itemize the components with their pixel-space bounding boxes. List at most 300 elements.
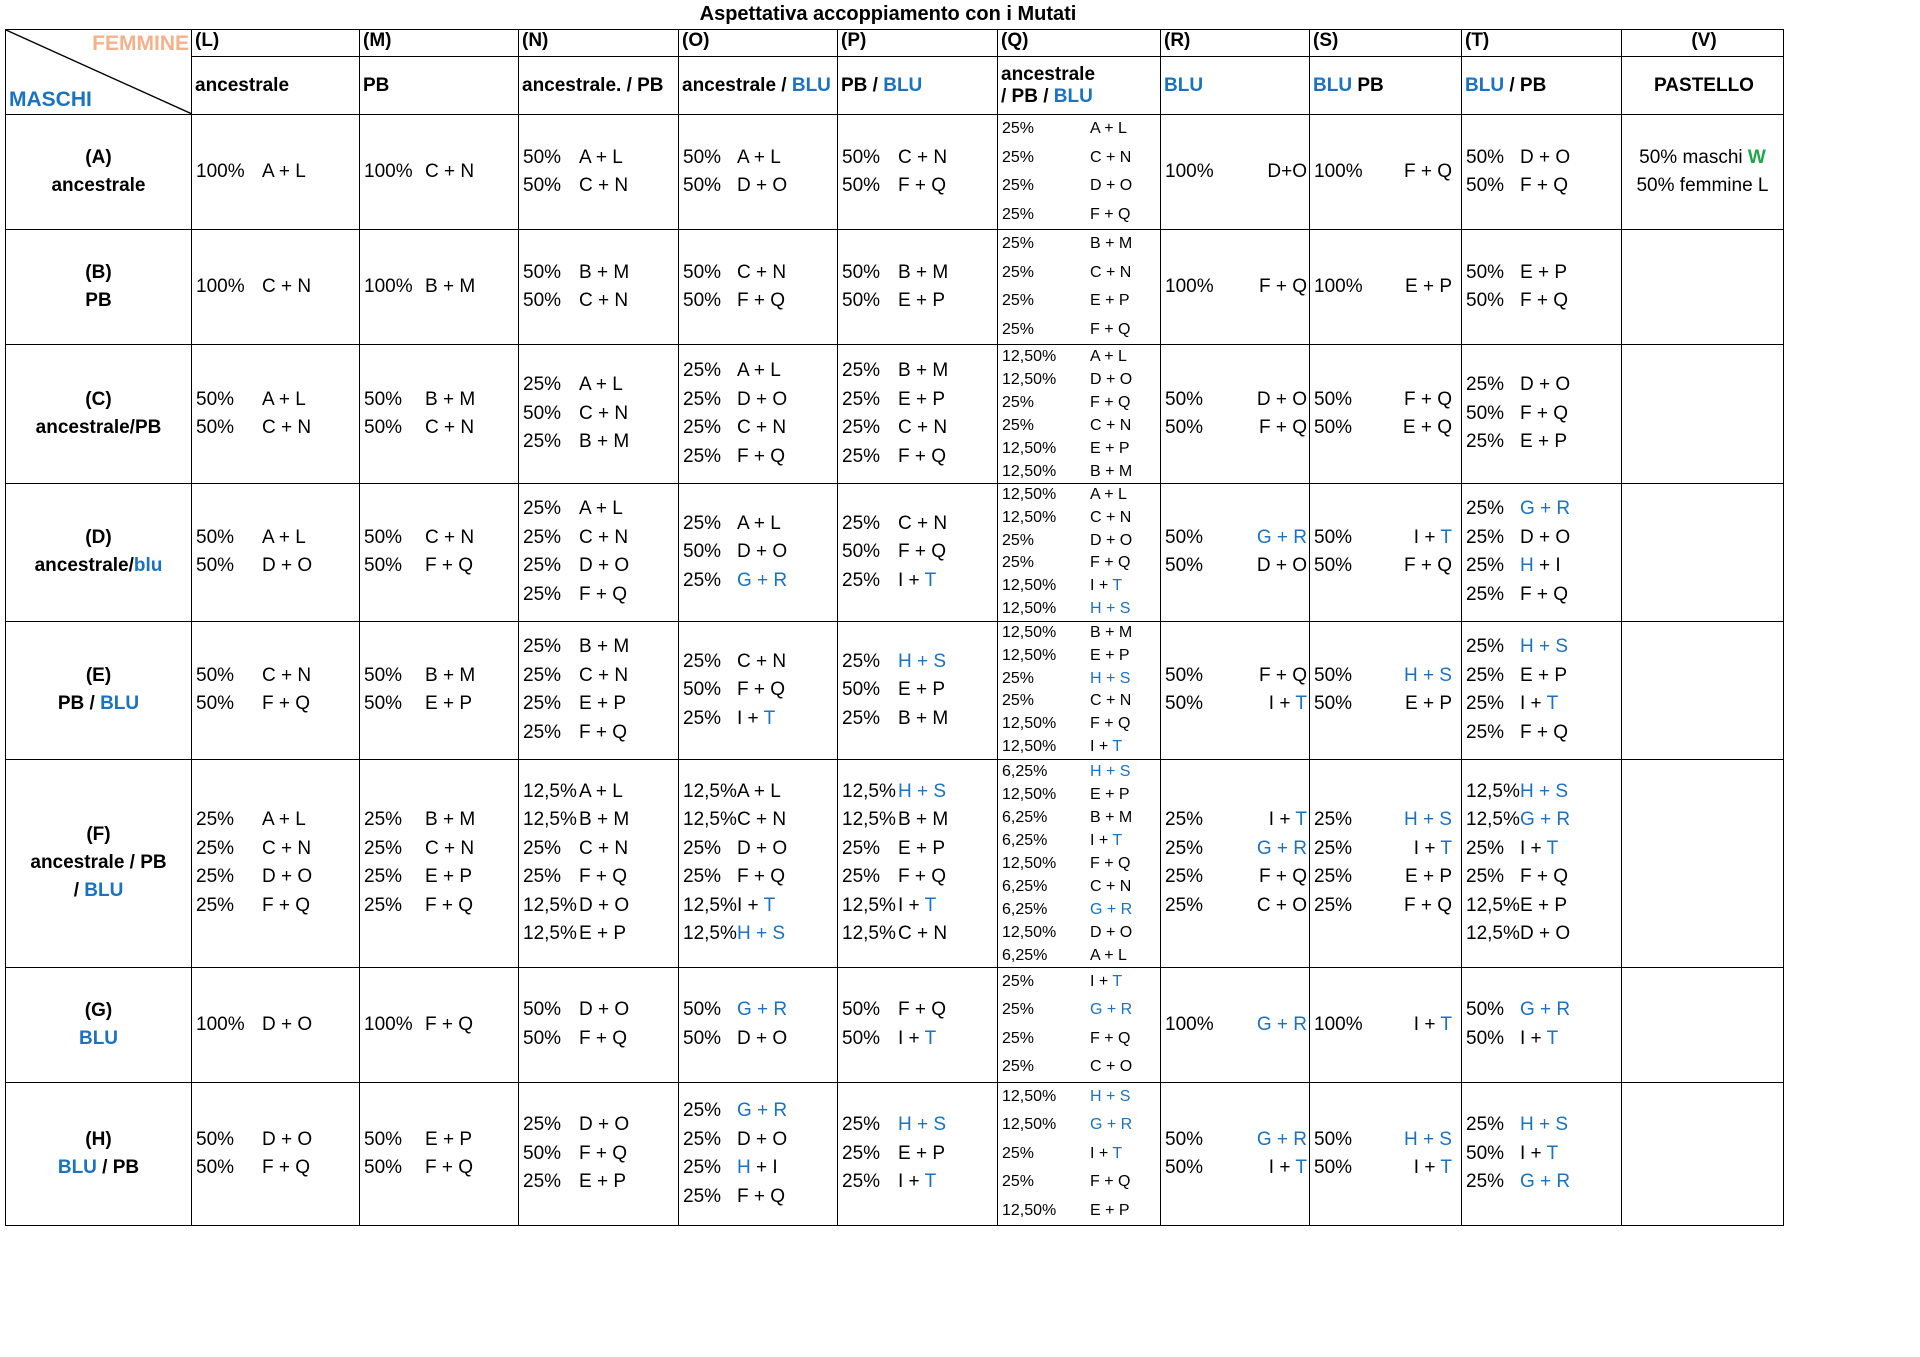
pair-value: F + Q xyxy=(1090,205,1131,223)
label-part: PASTELLO xyxy=(1654,74,1754,96)
list-item xyxy=(1466,920,1621,949)
label-part: / PB / xyxy=(1001,85,1054,107)
pair-percent: 25% xyxy=(842,1171,881,1193)
list-item xyxy=(1002,1168,1160,1197)
list-item xyxy=(523,806,678,835)
pair-value: C + N xyxy=(737,261,787,283)
list-item xyxy=(196,158,359,187)
pair-percent: 50% xyxy=(196,693,235,715)
list-item xyxy=(1314,892,1461,921)
pair-value: F + Q xyxy=(1403,555,1452,577)
list-item xyxy=(1466,690,1621,719)
list-item xyxy=(523,1025,678,1054)
pair-percent: 25% xyxy=(683,1157,722,1179)
cell-f-v xyxy=(1622,759,1784,967)
pair-percent: 50% xyxy=(1165,526,1204,548)
pair-value: H + I xyxy=(1520,555,1561,577)
pair-value: C + N xyxy=(425,526,475,548)
pair-percent: 12,50% xyxy=(1002,623,1057,641)
list-item xyxy=(1165,524,1309,553)
label-part: BLU xyxy=(1164,74,1204,96)
list-item xyxy=(523,371,678,400)
list-item xyxy=(842,1025,997,1054)
pair-percent: 50% xyxy=(842,175,881,196)
label-part: BLU xyxy=(1053,85,1093,107)
pair-percent: 50% xyxy=(1314,417,1353,438)
pair-percent: 50% xyxy=(1314,555,1353,577)
pair-percent: 25% xyxy=(1466,583,1505,605)
pair-percent: 50% xyxy=(842,146,881,168)
pair-value: C + N xyxy=(262,837,312,859)
list-item xyxy=(523,552,678,581)
pair-percent: 100% xyxy=(1314,1013,1363,1035)
pair-percent: 100% xyxy=(364,160,413,182)
pair-value: H + I xyxy=(737,1157,778,1179)
pair-percent: 25% xyxy=(523,555,562,577)
list-item xyxy=(842,778,997,807)
list-item xyxy=(523,259,678,288)
list-item xyxy=(683,443,837,472)
pair-percent: 50% xyxy=(364,555,403,577)
column-name-p xyxy=(838,57,998,115)
pair-value: G + R xyxy=(1520,1171,1571,1193)
pair-percent: 50% xyxy=(364,388,403,410)
pair-value: B + M xyxy=(898,261,949,283)
table-row xyxy=(6,967,1784,1082)
cell-c-m xyxy=(360,345,519,484)
list-item xyxy=(1466,863,1621,892)
list-item xyxy=(1002,760,1160,783)
cell-g-p xyxy=(838,967,998,1082)
pair-value: H + S xyxy=(1090,762,1131,780)
pair-value: E + P xyxy=(1520,894,1567,916)
pair-percent: 25% xyxy=(1002,177,1035,194)
pair-percent: 25% xyxy=(842,360,881,381)
list-item xyxy=(683,778,837,807)
pair-value: C + N xyxy=(579,526,629,548)
list-item xyxy=(364,835,518,864)
pair-value: C + N xyxy=(425,160,475,182)
cell-d-t xyxy=(1462,484,1622,622)
pair-percent: 50% xyxy=(842,290,881,311)
list-item xyxy=(842,144,997,173)
pair-value: C + N xyxy=(898,417,948,438)
row-code: (F) xyxy=(86,824,111,846)
pair-percent: 50% xyxy=(683,1027,722,1049)
pair-value: A + L xyxy=(737,780,781,802)
pair-percent: 25% xyxy=(1466,693,1505,715)
pair-percent: 12,50% xyxy=(1002,440,1057,457)
pair-value: F + Q xyxy=(579,866,628,888)
pair-value: F + Q xyxy=(579,1027,628,1049)
list-item xyxy=(523,662,678,691)
cell-a-t xyxy=(1462,115,1622,230)
list-item xyxy=(1002,484,1160,507)
pair-value: D + O xyxy=(1520,526,1571,548)
pair-percent: 25% xyxy=(1466,1114,1505,1136)
column-code-p: (P) xyxy=(838,30,998,57)
pair-percent: 50% xyxy=(1165,417,1204,438)
row-code: (D) xyxy=(85,527,112,549)
pair-value: C + N xyxy=(898,146,948,168)
pair-value: F + Q xyxy=(1258,417,1307,438)
list-item xyxy=(1466,259,1621,288)
pair-value: G + R xyxy=(1520,999,1571,1021)
list-item xyxy=(364,524,518,553)
pair-percent: 12,50% xyxy=(1002,785,1057,803)
pair-percent: 50% xyxy=(196,417,235,438)
list-item xyxy=(683,806,837,835)
cell-h-m xyxy=(360,1082,519,1226)
pair-percent: 25% xyxy=(842,1142,881,1164)
pair-value: E + P xyxy=(1090,785,1130,803)
pair-percent: 25% xyxy=(523,721,562,743)
pair-value: G + R xyxy=(1090,900,1133,918)
pair-percent: 12,5% xyxy=(523,809,577,831)
pair-value: I + T xyxy=(1090,831,1123,849)
cell-d-q xyxy=(998,484,1161,622)
pair-percent: 25% xyxy=(1002,972,1035,990)
column-name-o xyxy=(679,57,838,115)
list-item xyxy=(1466,144,1621,173)
list-item xyxy=(842,357,997,386)
row-name xyxy=(6,690,191,718)
cell-a-o xyxy=(679,115,838,230)
males-label: MASCHI xyxy=(9,88,92,111)
pair-percent: 12,5% xyxy=(523,894,577,916)
column-code-o: (O) xyxy=(679,30,838,57)
cell-d-m xyxy=(360,484,519,622)
column-code-v: (V) xyxy=(1622,30,1784,57)
pair-value: B + M xyxy=(1090,808,1133,826)
pair-value: E + P xyxy=(898,1142,945,1164)
pair-value: F + Q xyxy=(425,1013,474,1035)
row-name xyxy=(6,1154,191,1182)
column-name-l xyxy=(192,57,360,115)
list-item xyxy=(1165,662,1309,691)
list-item xyxy=(364,386,518,415)
pair-value: G + R xyxy=(1090,1001,1133,1019)
list-item xyxy=(523,172,678,201)
pair-percent: 50% xyxy=(364,664,403,686)
pair-value: C + N xyxy=(737,417,787,438)
list-item xyxy=(1466,835,1621,864)
pair-percent: 50% xyxy=(1466,1142,1505,1164)
label-part: ancestrale / xyxy=(682,74,792,96)
pair-percent: 50% xyxy=(1314,526,1353,548)
pair-value: F + Q xyxy=(898,999,947,1021)
list-item xyxy=(1002,172,1160,201)
pair-value: H + S xyxy=(1403,1128,1452,1150)
pair-value: F + Q xyxy=(1520,402,1569,424)
pair-value: F + Q xyxy=(1090,854,1131,872)
list-item xyxy=(1002,507,1160,530)
pair-value: G + R xyxy=(1256,526,1307,548)
pair-percent: 25% xyxy=(1466,721,1505,743)
pastello-mark: W xyxy=(1747,147,1766,168)
pair-value: A + L xyxy=(262,526,306,548)
list-item xyxy=(1314,158,1461,187)
pastello-line-1: 50% maschi W xyxy=(1639,147,1766,168)
row-name xyxy=(6,172,191,200)
pair-percent: 50% xyxy=(1165,1128,1204,1150)
list-item xyxy=(1165,414,1309,443)
pair-value: D + O xyxy=(737,175,788,196)
pair-value: E + P xyxy=(1520,664,1567,686)
pair-percent: 25% xyxy=(1314,866,1353,888)
pair-percent: 50% xyxy=(1466,175,1505,196)
cell-b-q xyxy=(998,230,1161,345)
list-item xyxy=(1165,690,1309,719)
label-part: PB xyxy=(85,290,112,311)
pair-value: H + S xyxy=(1520,1114,1569,1136)
list-item xyxy=(1002,345,1160,368)
pair-value: D + O xyxy=(1520,146,1571,168)
pair-value: C + N xyxy=(1090,508,1132,526)
pair-percent: 50% xyxy=(1466,1027,1505,1049)
list-item xyxy=(842,259,997,288)
pair-percent: 25% xyxy=(683,707,722,729)
cell-g-v xyxy=(1622,967,1784,1082)
table-row xyxy=(6,230,1784,345)
cell-g-l xyxy=(192,967,360,1082)
list-item xyxy=(683,386,837,415)
column-name-s xyxy=(1310,57,1462,115)
pair-percent: 50% xyxy=(1314,1128,1353,1150)
list-item xyxy=(683,172,837,201)
list-item xyxy=(1314,552,1461,581)
cell-b-o xyxy=(679,230,838,345)
list-item xyxy=(683,414,837,443)
list-item xyxy=(1002,287,1160,316)
label-part: BLU xyxy=(791,74,831,96)
pair-percent: 25% xyxy=(842,707,881,729)
pair-value: F + Q xyxy=(1090,1029,1131,1047)
cell-d-s xyxy=(1310,484,1462,622)
pair-value: F + Q xyxy=(1090,1173,1131,1191)
pair-percent: 25% xyxy=(523,431,562,453)
pair-value: H + S xyxy=(1403,664,1452,686)
pair-percent: 100% xyxy=(1165,160,1214,182)
cell-h-p xyxy=(838,1082,998,1226)
cell-e-t xyxy=(1462,621,1622,759)
row-header xyxy=(6,621,192,759)
pair-value: C + N xyxy=(737,809,787,831)
pair-value: I + T xyxy=(898,569,937,591)
pair-value: B + M xyxy=(579,636,630,658)
cell-a-q xyxy=(998,115,1161,230)
list-item xyxy=(1165,1011,1309,1040)
pair-percent: 25% xyxy=(1165,837,1204,859)
pair-value: I + T xyxy=(898,1027,937,1049)
pair-value: C + N xyxy=(262,417,312,438)
label-part: blu xyxy=(133,555,163,577)
pair-value: C + O xyxy=(1256,894,1307,916)
pair-percent: 25% xyxy=(523,583,562,605)
column-code-q: (Q) xyxy=(998,30,1161,57)
pair-value: F + Q xyxy=(425,555,474,577)
pair-value: A + L xyxy=(579,374,623,396)
pair-percent: 25% xyxy=(196,866,235,888)
list-item xyxy=(1466,552,1621,581)
pair-percent: 50% xyxy=(1466,402,1505,424)
pair-percent: 12,5% xyxy=(842,809,896,831)
pair-value: F + Q xyxy=(262,894,311,916)
list-item xyxy=(523,778,678,807)
pair-percent: 12,5% xyxy=(1466,780,1520,802)
pair-value: A + L xyxy=(1090,348,1127,365)
pair-percent: 50% xyxy=(842,999,881,1021)
pair-percent: 25% xyxy=(683,417,722,438)
label-part: ancestrale. / PB xyxy=(522,74,664,96)
row-code: (A) xyxy=(85,147,112,168)
pair-percent: 100% xyxy=(196,160,245,182)
cell-h-l xyxy=(192,1082,360,1226)
pair-value: I + T xyxy=(1090,972,1123,990)
pair-percent: 12,5% xyxy=(1466,894,1520,916)
list-item xyxy=(683,538,837,567)
pair-value: I + T xyxy=(1268,1157,1307,1179)
pair-value: H + S xyxy=(1090,1087,1131,1105)
pair-percent: 25% xyxy=(683,388,722,410)
list-item xyxy=(1314,690,1461,719)
label-part: BLU xyxy=(78,1027,119,1049)
pair-percent: 100% xyxy=(1165,1013,1214,1035)
label-part: BLU xyxy=(57,1157,97,1179)
pair-percent: 25% xyxy=(523,866,562,888)
row-header xyxy=(6,230,192,345)
list-item xyxy=(1466,719,1621,748)
row-code: (B) xyxy=(85,262,112,283)
pair-value: I + T xyxy=(1413,837,1452,859)
list-item xyxy=(1314,662,1461,691)
pair-percent: 12,5% xyxy=(842,780,896,802)
pair-value: A + L xyxy=(1090,486,1127,503)
pair-percent: 25% xyxy=(1002,1058,1035,1076)
pair-percent: 50% xyxy=(1314,693,1353,715)
pair-percent: 25% xyxy=(196,894,235,916)
pair-percent: 50% xyxy=(196,526,235,548)
pair-value: A + L xyxy=(579,146,623,168)
label-part: ancestrale / PB xyxy=(30,852,167,874)
list-item xyxy=(683,705,837,734)
column-name-t xyxy=(1462,57,1622,115)
pair-value: F + Q xyxy=(898,175,947,196)
pair-value: I + T xyxy=(1520,837,1559,859)
list-item xyxy=(364,662,518,691)
pair-value: I + T xyxy=(1413,1157,1452,1179)
row-code: (E) xyxy=(85,665,112,687)
pair-value: D + O xyxy=(579,999,630,1021)
pair-value: E + P xyxy=(1405,275,1452,297)
pair-percent: 50% xyxy=(196,664,235,686)
cell-g-r xyxy=(1161,967,1310,1082)
list-item xyxy=(842,705,997,734)
pair-percent: 50% xyxy=(364,1128,403,1150)
pair-value: F + Q xyxy=(1520,866,1569,888)
cell-f-s xyxy=(1310,759,1462,967)
pair-percent: 50% xyxy=(683,679,722,701)
pair-percent: 25% xyxy=(523,374,562,396)
pair-percent: 25% xyxy=(364,809,403,831)
pair-percent: 50% xyxy=(683,541,722,563)
list-item xyxy=(683,892,837,921)
list-item xyxy=(1466,172,1621,201)
list-item xyxy=(523,1140,678,1169)
pair-percent: 100% xyxy=(196,275,245,297)
pair-percent: 25% xyxy=(1165,809,1204,831)
pair-percent: 25% xyxy=(523,837,562,859)
pair-percent: 12,50% xyxy=(1002,715,1057,733)
list-item xyxy=(364,892,518,921)
pair-percent: 25% xyxy=(1466,636,1505,658)
list-item xyxy=(1314,835,1461,864)
row-code: (C) xyxy=(85,389,112,410)
pair-percent: 25% xyxy=(842,1114,881,1136)
pair-value: E + P xyxy=(425,866,472,888)
list-item xyxy=(1002,1111,1160,1140)
pair-percent: 25% xyxy=(683,569,722,591)
pair-value: D + O xyxy=(262,866,313,888)
pair-percent: 25% xyxy=(842,866,881,888)
pair-percent: 25% xyxy=(364,866,403,888)
pair-percent: 12,50% xyxy=(1002,923,1057,941)
pair-value: C + N xyxy=(1090,877,1132,895)
pair-percent: 25% xyxy=(1002,554,1035,572)
pair-percent: 12,50% xyxy=(1002,508,1057,526)
pair-percent: 25% xyxy=(1002,1029,1035,1047)
pair-value: F + Q xyxy=(737,1185,786,1207)
pair-value: D + O xyxy=(262,1013,313,1035)
list-item xyxy=(1002,414,1160,437)
pair-value: C + N xyxy=(898,923,948,945)
pair-value: B + M xyxy=(579,809,630,831)
list-item xyxy=(523,524,678,553)
pair-value: C + N xyxy=(1090,692,1132,710)
pair-percent: 25% xyxy=(842,512,881,534)
cell-d-n xyxy=(519,484,679,622)
list-item xyxy=(683,835,837,864)
pair-percent: 25% xyxy=(1002,692,1035,710)
pair-percent: 12,50% xyxy=(1002,577,1057,595)
pair-value: B + M xyxy=(425,664,476,686)
pair-percent: 50% xyxy=(364,693,403,715)
list-item xyxy=(196,1154,359,1183)
cell-f-q xyxy=(998,759,1161,967)
pair-value: C + N xyxy=(579,837,629,859)
list-item xyxy=(364,806,518,835)
list-item xyxy=(196,806,359,835)
list-item xyxy=(1466,633,1621,662)
pair-value: F + Q xyxy=(579,1142,628,1164)
pastello-line-2: 50% femmine L xyxy=(1636,175,1769,196)
pair-value: E + P xyxy=(1090,292,1130,309)
list-item xyxy=(842,863,997,892)
pair-value: B + M xyxy=(898,809,949,831)
row-header xyxy=(6,967,192,1082)
list-item xyxy=(196,835,359,864)
table-row xyxy=(6,759,1784,967)
pair-percent: 50% xyxy=(196,1128,235,1150)
list-item xyxy=(1002,713,1160,736)
list-item xyxy=(1466,892,1621,921)
pair-value: G + R xyxy=(1256,1013,1307,1035)
label-part: / PB xyxy=(96,1157,140,1179)
label-part: BLU xyxy=(883,74,923,96)
list-item xyxy=(196,524,359,553)
pair-value: I + T xyxy=(1268,809,1307,831)
list-item xyxy=(1466,581,1621,610)
